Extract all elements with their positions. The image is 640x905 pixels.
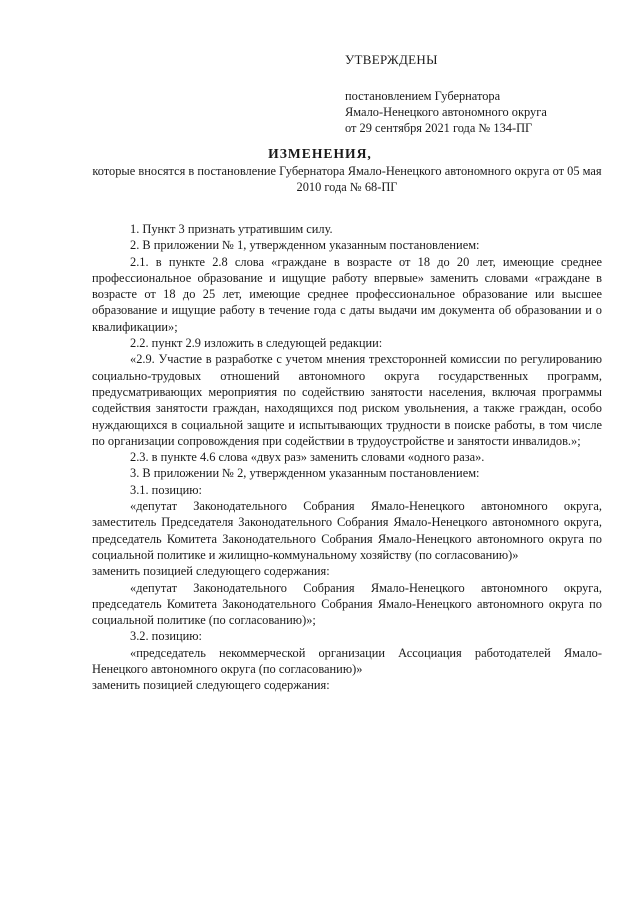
paragraph-quote-association: «председатель некоммерческой организации Ассоциация работодателей Ямало-Ненецкого автономного округа (по согласованию)» xyxy=(92,645,602,677)
document-body xyxy=(92,221,602,694)
approval-stamp xyxy=(345,52,625,136)
paragraph-replace-instruction: заменить позицией следующего содержания: xyxy=(92,564,330,579)
approval-line: постановлением Губернатора xyxy=(345,89,501,103)
paragraph-item-3: 3. В приложении № 2, утвержденном указанным постановлением: xyxy=(130,466,480,481)
paragraph-item-2-3: 2.3. в пункте 4.6 слова «двух раз» заменить словами «одного раза». xyxy=(130,450,485,465)
paragraph-item-1: 1. Пункт 3 признать утратившим силу. xyxy=(130,222,333,236)
paragraph-item-2-1: 2.1. в пункте 2.8 слова «граждане в возрасте от 18 до 20 лет, имеющие среднее профессиональное образование и ищущие работу впервые» заменить словами «граждане в возрасте от 18 до 25 лет, имеющие среднее профессиональное образование или высшее образование и ищущие работу в течение года с даты выдачи им документа об образовании и о квалификации»; xyxy=(92,254,602,334)
paragraph-item-3-2: 3.2. позицию: xyxy=(130,629,202,644)
paragraph-item-3-1: 3.1. позицию: xyxy=(130,482,202,497)
approval-line: от 29 сентября 2021 года № 134-ПГ xyxy=(345,121,533,135)
paragraph-quote-old-position: «депутат Законодательного Собрания Ямало-Ненецкого автономного округа, заместитель Председателя Законодательного Собрания Ямало-Ненецкого автономного округа, председатель Комитета Законодательного Собрания Ямало-Ненецкого автономного округа по социальной политике и жилищно-коммунальному хозяйству (по согласованию)» xyxy=(92,499,602,562)
paragraph-item-2: 2. В приложении № 1, утвержденном указанным постановлением: xyxy=(130,238,480,253)
approval-line: Ямало-Ненецкого автономного округа xyxy=(345,105,547,119)
document-subtitle: которые вносятся в постановление Губернатора Ямало-Ненецкого автономного округа от 05 мая 2010 года № 68-ПГ xyxy=(92,164,602,194)
paragraph-item-2-2: 2.2. пункт 2.9 изложить в следующей редакции: xyxy=(130,336,383,351)
document-title: ИЗМЕНЕНИЯ, xyxy=(268,146,372,161)
paragraph-replace-instruction: заменить позицией следующего содержания: xyxy=(92,678,330,693)
approval-title: УТВЕРЖДЕНЫ xyxy=(345,52,438,67)
paragraph-quote-new-position: «депутат Законодательного Собрания Ямало-Ненецкого автономного округа, председатель Комитета Законодательного Собрания Ямало-Ненецкого автономного округа по социальной политике (по согласованию)»; xyxy=(92,580,602,628)
paragraph-quote-2-9: «2.9. Участие в разработке с учетом мнения трехсторонней комиссии по регулированию социально-трудовых отношений автономного округа государственных программ, предусматривающих мероприятия по содействию занятости населения, включая программы содействия занятости граждан, находящихся под риском увольнения, а также граждан, особо нуждающихся в социальной защите и испытывающих трудности в поиске работы, в том числе по организации сопровождения при содействии в трудоустройстве и занятости инвалидов.»; xyxy=(92,352,602,448)
